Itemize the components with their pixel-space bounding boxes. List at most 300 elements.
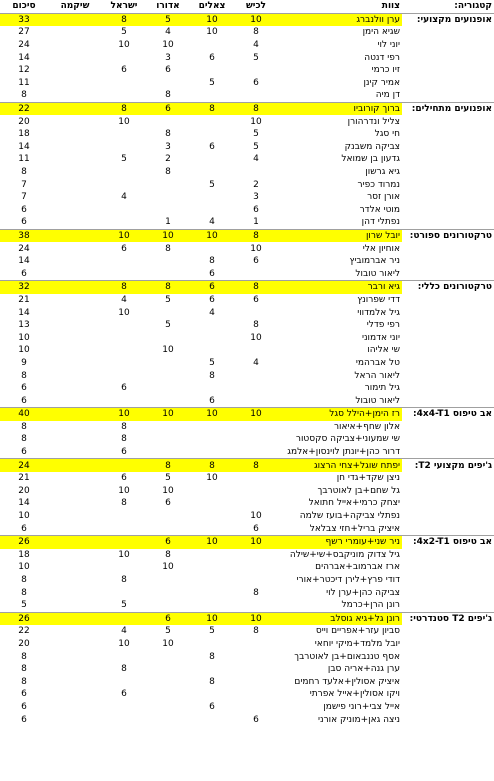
table-row [0, 446, 494, 459]
cell-team: ליאור טובול [355, 268, 400, 279]
cell-shikma [48, 561, 102, 574]
cell-shikma [48, 421, 102, 434]
cell-tzalim [190, 599, 234, 612]
cell-total: 8 [21, 676, 27, 687]
cell-team: דרור כהן+יונתן לוינסון+אלמג [287, 447, 400, 458]
cell-adurim [146, 115, 190, 128]
cell-adurim: 8 [165, 90, 171, 101]
cell-category [402, 331, 494, 344]
cell-tzalim: 6 [209, 395, 215, 406]
cell-tzalim [190, 153, 234, 166]
cell-shikma [48, 166, 102, 179]
cell-israel: 8 [121, 664, 127, 675]
cell-category [402, 51, 494, 64]
cell-team: אסף טננבאום+בן לאוטרבך [294, 651, 400, 662]
cell-tzalim [190, 89, 234, 102]
cell-team: גיל צדוק מוניקבס+שי+שילה [289, 549, 400, 560]
cell-shikma [48, 382, 102, 395]
cell-israel [102, 255, 146, 268]
cell-category: טרקטורונים כללי: [402, 281, 494, 294]
cell-total: 12 [18, 65, 30, 76]
cell-shikma [48, 459, 102, 472]
cell-category [402, 574, 494, 587]
cell-shikma [48, 115, 102, 128]
table-row [0, 485, 494, 498]
cell-shikma [48, 535, 102, 548]
cell-team: שגיא הימן [362, 27, 400, 38]
table-row [0, 574, 494, 587]
cell-total: 26 [0, 612, 48, 625]
table-row [0, 522, 494, 535]
cell-lakhish [234, 166, 278, 179]
cell-tzalim: 10 [206, 473, 218, 484]
cell-tzalim [190, 115, 234, 128]
cell-total: 10 [18, 332, 30, 343]
cell-tzalim [190, 382, 234, 395]
cell-tzalim [190, 561, 234, 574]
cell-tzalim: 10 [190, 408, 234, 421]
cell-adurim [146, 421, 190, 434]
cell-total: 6 [21, 204, 27, 215]
cell-lakhish: 10 [250, 243, 262, 254]
cell-israel: 8 [121, 434, 127, 445]
cell-total: 6 [21, 395, 27, 406]
cell-adurim: 10 [162, 485, 174, 496]
cell-shikma [48, 713, 102, 726]
cell-shikma [48, 229, 102, 242]
cell-team: אורן זסר [367, 192, 400, 203]
cell-shikma [48, 191, 102, 204]
cell-shikma [48, 128, 102, 141]
cell-team: ערן גנה+אריה סבן [327, 664, 400, 675]
cell-adurim [146, 267, 190, 280]
cell-israel: 6 [121, 447, 127, 458]
cell-total: 24 [18, 243, 30, 254]
table-row [0, 153, 494, 166]
cell-adurim: 10 [162, 638, 174, 649]
cell-tzalim: 6 [209, 701, 215, 712]
cell-team: אלון שחף+איאור [333, 421, 400, 432]
cell-israel [102, 141, 146, 154]
cell-israel [102, 612, 146, 625]
cell-team: גיא ורבר [278, 281, 402, 294]
cell-category [402, 713, 494, 726]
cell-tzalim [190, 39, 234, 52]
table-row [0, 331, 494, 344]
cell-shikma [48, 77, 102, 90]
cell-adurim [146, 394, 190, 407]
cell-team: ארז אברמוב+אברהים [315, 562, 400, 573]
header-shikma: שיקמה [60, 1, 90, 12]
cell-total: 10 [18, 345, 30, 356]
cell-category [402, 178, 494, 191]
cell-shikma [48, 178, 102, 191]
cell-israel: 6 [121, 689, 127, 700]
cell-israel [102, 77, 146, 90]
cell-tzalim: 8 [209, 676, 215, 687]
cell-israel [102, 701, 146, 714]
header-category: קטגוריה: [454, 1, 492, 12]
cell-adurim: 10 [162, 345, 174, 356]
cell-shikma [48, 549, 102, 562]
cell-shikma [48, 472, 102, 485]
cell-israel: 10 [118, 40, 130, 51]
cell-lakhish: 10 [234, 612, 278, 625]
table-row [0, 599, 494, 612]
cell-shikma [48, 574, 102, 587]
cell-total: 8 [21, 587, 27, 598]
cell-total: 8 [21, 575, 27, 586]
cell-lakhish: 3 [253, 192, 259, 203]
cell-adurim [146, 650, 190, 663]
cell-total: 20 [18, 485, 30, 496]
cell-israel [102, 51, 146, 64]
table-row [0, 549, 494, 562]
cell-israel [102, 713, 146, 726]
cell-adurim: 3 [165, 141, 171, 152]
cell-tzalim: 6 [209, 52, 215, 63]
cell-total: 10 [18, 511, 30, 522]
cell-tzalim [190, 549, 234, 562]
cell-tzalim: 8 [190, 102, 234, 115]
cell-total: 33 [0, 13, 48, 26]
cell-shikma [48, 650, 102, 663]
cell-israel: 10 [118, 307, 130, 318]
cell-shikma [48, 369, 102, 382]
cell-team: נמרוד כפיר [357, 179, 400, 190]
cell-category [402, 153, 494, 166]
cell-shikma [48, 216, 102, 229]
table-row [0, 242, 494, 255]
cell-tzalim: 10 [206, 27, 218, 38]
cell-lakhish [234, 382, 278, 395]
cell-total: 6 [21, 383, 27, 394]
cell-israel: 10 [102, 229, 146, 242]
cell-team: ליאור טובול [355, 395, 400, 406]
leader-row [0, 535, 494, 548]
cell-team: ניר שני+עומרי רשף [278, 535, 402, 548]
cell-lakhish: 6 [253, 523, 259, 534]
cell-israel: 8 [121, 421, 127, 432]
cell-lakhish: 5 [253, 129, 259, 140]
cell-adurim: 10 [162, 562, 174, 573]
cell-total: 14 [18, 141, 30, 152]
cell-tzalim [190, 663, 234, 676]
table-row [0, 39, 494, 52]
cell-category [402, 319, 494, 332]
cell-category [402, 446, 494, 459]
cell-israel: 6 [121, 383, 127, 394]
cell-lakhish: 8 [253, 320, 259, 331]
cell-team: זיו כרמי [371, 65, 400, 76]
cell-total: 6 [21, 447, 27, 458]
cell-shikma [48, 267, 102, 280]
cell-shikma [48, 204, 102, 217]
cell-category [402, 294, 494, 307]
table-row [0, 382, 494, 395]
cell-lakhish [234, 433, 278, 446]
table-row [0, 26, 494, 39]
table-row [0, 204, 494, 217]
cell-israel: 8 [121, 498, 127, 509]
cell-adurim [146, 586, 190, 599]
table-row [0, 191, 494, 204]
table-row [0, 510, 494, 523]
cell-lakhish [234, 561, 278, 574]
cell-lakhish: 2 [253, 179, 259, 190]
cell-israel: 8 [102, 13, 146, 26]
cell-lakhish: 10 [250, 116, 262, 127]
cell-lakhish [234, 64, 278, 77]
cell-tzalim: 8 [209, 651, 215, 662]
cell-adurim: 5 [165, 626, 171, 637]
header-adurim: אדורו [156, 1, 180, 12]
cell-team: סביון עזר+אפריים וייס [315, 626, 400, 637]
cell-shikma [48, 331, 102, 344]
cell-category [402, 115, 494, 128]
cell-shikma [48, 522, 102, 535]
cell-adurim [146, 191, 190, 204]
cell-total: 11 [18, 154, 30, 165]
cell-team: יובל שרון [278, 229, 402, 242]
cell-tzalim: 8 [209, 370, 215, 381]
cell-lakhish [234, 267, 278, 280]
cell-israel: 4 [121, 626, 127, 637]
cell-tzalim [190, 522, 234, 535]
cell-total: 21 [18, 294, 30, 305]
cell-adurim: 8 [165, 549, 171, 560]
cell-adurim [146, 701, 190, 714]
cell-adurim: 5 [165, 320, 171, 331]
cell-team: אוחיון אלי [362, 243, 400, 254]
cell-lakhish: 8 [234, 459, 278, 472]
cell-adurim: 8 [165, 243, 171, 254]
cell-shikma [48, 701, 102, 714]
cell-shikma [48, 141, 102, 154]
cell-israel [102, 128, 146, 141]
cell-category [402, 216, 494, 229]
cell-adurim [146, 433, 190, 446]
cell-category [402, 89, 494, 102]
cell-lakhish [234, 446, 278, 459]
table-row [0, 561, 494, 574]
cell-category [402, 485, 494, 498]
cell-tzalim [190, 688, 234, 701]
cell-category [402, 204, 494, 217]
cell-adurim [146, 574, 190, 587]
cell-team: שי אליהו [367, 345, 400, 356]
table-row [0, 357, 494, 370]
cell-israel: 10 [118, 116, 130, 127]
cell-lakhish [234, 394, 278, 407]
cell-team: גיל אלמדווי [357, 307, 400, 318]
cell-total: 6 [21, 523, 27, 534]
cell-team: ניר אברמוביץ [349, 256, 400, 267]
table-row [0, 586, 494, 599]
cell-tzalim: 4 [209, 307, 215, 318]
cell-team: דודי פרץ+לירן דיכטר+אורי [296, 575, 400, 586]
cell-adurim: 1 [165, 217, 171, 228]
cell-total: 8 [21, 167, 27, 178]
leader-row [0, 459, 494, 472]
cell-israel [102, 89, 146, 102]
cell-israel [102, 394, 146, 407]
cell-team: ניצן שקד+גדי חן [336, 473, 400, 484]
cell-tzalim [190, 331, 234, 344]
cell-team: שי שמעוני+צביקה סקסטור [295, 434, 400, 445]
cell-team: ברוך קורוביו [278, 102, 402, 115]
cell-adurim [146, 599, 190, 612]
cell-category [402, 357, 494, 370]
cell-lakhish: 5 [253, 141, 259, 152]
cell-shikma [48, 319, 102, 332]
cell-category [402, 306, 494, 319]
cell-adurim: 4 [165, 27, 171, 38]
cell-tzalim [190, 574, 234, 587]
cell-team: חי סגל [374, 129, 400, 140]
cell-adurim [146, 178, 190, 191]
table-row [0, 344, 494, 357]
cell-israel: 4 [121, 294, 127, 305]
header-israel: ישראל [110, 1, 138, 12]
header-total: סיכום [12, 1, 36, 12]
cell-lakhish [234, 89, 278, 102]
cell-team: יצחק כרמי+אייל חתואל [308, 498, 400, 509]
cell-shikma [48, 625, 102, 638]
cell-tzalim: 8 [190, 459, 234, 472]
cell-total: 8 [21, 434, 27, 445]
cell-lakhish [234, 638, 278, 651]
cell-category [402, 701, 494, 714]
cell-shikma [48, 675, 102, 688]
cell-israel [102, 267, 146, 280]
cell-category [402, 77, 494, 90]
cell-shikma [48, 357, 102, 370]
cell-adurim: 6 [165, 65, 171, 76]
cell-adurim: 10 [162, 40, 174, 51]
cell-israel: 10 [118, 485, 130, 496]
cell-team: ערן וולנברג [278, 13, 402, 26]
table-row [0, 688, 494, 701]
cell-tzalim [190, 64, 234, 77]
cell-total: 6 [21, 714, 27, 725]
cell-lakhish: 10 [234, 535, 278, 548]
cell-team: ניצה גאן+מוניק אורני [317, 714, 400, 725]
cell-adurim: 6 [146, 535, 190, 548]
cell-adurim [146, 331, 190, 344]
cell-adurim: 5 [165, 294, 171, 305]
cell-tzalim: 10 [190, 229, 234, 242]
cell-tzalim: 10 [190, 535, 234, 548]
cell-israel: 10 [102, 408, 146, 421]
cell-israel [102, 510, 146, 523]
cell-adurim: 3 [165, 52, 171, 63]
leader-row [0, 408, 494, 421]
header-row [0, 0, 494, 13]
cell-total: 20 [18, 638, 30, 649]
cell-team: יוני לוי [377, 40, 400, 51]
cell-team: יוני אדמוני [361, 332, 400, 343]
cell-israel: 5 [121, 27, 127, 38]
cell-category [402, 638, 494, 651]
cell-total: 20 [18, 116, 30, 127]
cell-adurim: 8 [146, 281, 190, 294]
cell-israel [102, 204, 146, 217]
cell-shikma [48, 13, 102, 26]
cell-lakhish [234, 497, 278, 510]
cell-tzalim: 6 [190, 281, 234, 294]
cell-israel: 6 [121, 243, 127, 254]
cell-category [402, 64, 494, 77]
cell-tzalim [190, 319, 234, 332]
cell-israel: 8 [121, 575, 127, 586]
cell-total: 6 [21, 268, 27, 279]
cell-israel: 5 [121, 600, 127, 611]
cell-total: 6 [21, 217, 27, 228]
cell-lakhish: 8 [253, 587, 259, 598]
cell-adurim: 8 [146, 459, 190, 472]
cell-lakhish: 8 [253, 626, 259, 637]
cell-adurim [146, 369, 190, 382]
cell-total: 8 [21, 370, 27, 381]
cell-total: 14 [18, 307, 30, 318]
cell-team: צביקה כהן+ערן לוי [326, 587, 400, 598]
cell-shikma [48, 586, 102, 599]
leader-row [0, 13, 494, 26]
cell-category: אופנועים מתחילים: [402, 102, 494, 115]
cell-adurim: 2 [165, 154, 171, 165]
cell-tzalim: 10 [190, 13, 234, 26]
cell-lakhish [234, 599, 278, 612]
cell-team: גל שחם+בן לאוטרבך [317, 485, 400, 496]
cell-shikma [48, 510, 102, 523]
cell-shikma [48, 688, 102, 701]
cell-category [402, 472, 494, 485]
cell-tzalim [190, 510, 234, 523]
cell-israel [102, 522, 146, 535]
cell-tzalim: 10 [190, 612, 234, 625]
cell-category [402, 663, 494, 676]
cell-lakhish: 10 [234, 408, 278, 421]
cell-total: 27 [18, 27, 30, 38]
cell-adurim [146, 446, 190, 459]
table-row [0, 141, 494, 154]
cell-israel: 8 [102, 281, 146, 294]
cell-tzalim [190, 242, 234, 255]
cell-lakhish: 4 [253, 357, 259, 368]
cell-lakhish [234, 650, 278, 663]
table-row [0, 294, 494, 307]
cell-total: 18 [18, 129, 30, 140]
cell-israel [102, 586, 146, 599]
cell-team: מוטי אלדר [359, 204, 400, 215]
cell-tzalim: 5 [209, 357, 215, 368]
table-row [0, 216, 494, 229]
cell-shikma [48, 612, 102, 625]
cell-lakhish: 10 [250, 511, 262, 522]
table-row [0, 178, 494, 191]
cell-lakhish [234, 688, 278, 701]
table-row [0, 51, 494, 64]
cell-tzalim [190, 586, 234, 599]
cell-category [402, 675, 494, 688]
cell-israel: 5 [121, 154, 127, 165]
cell-total: 38 [0, 229, 48, 242]
cell-israel: 6 [121, 65, 127, 76]
cell-category [402, 191, 494, 204]
cell-adurim [146, 713, 190, 726]
table-row [0, 675, 494, 688]
